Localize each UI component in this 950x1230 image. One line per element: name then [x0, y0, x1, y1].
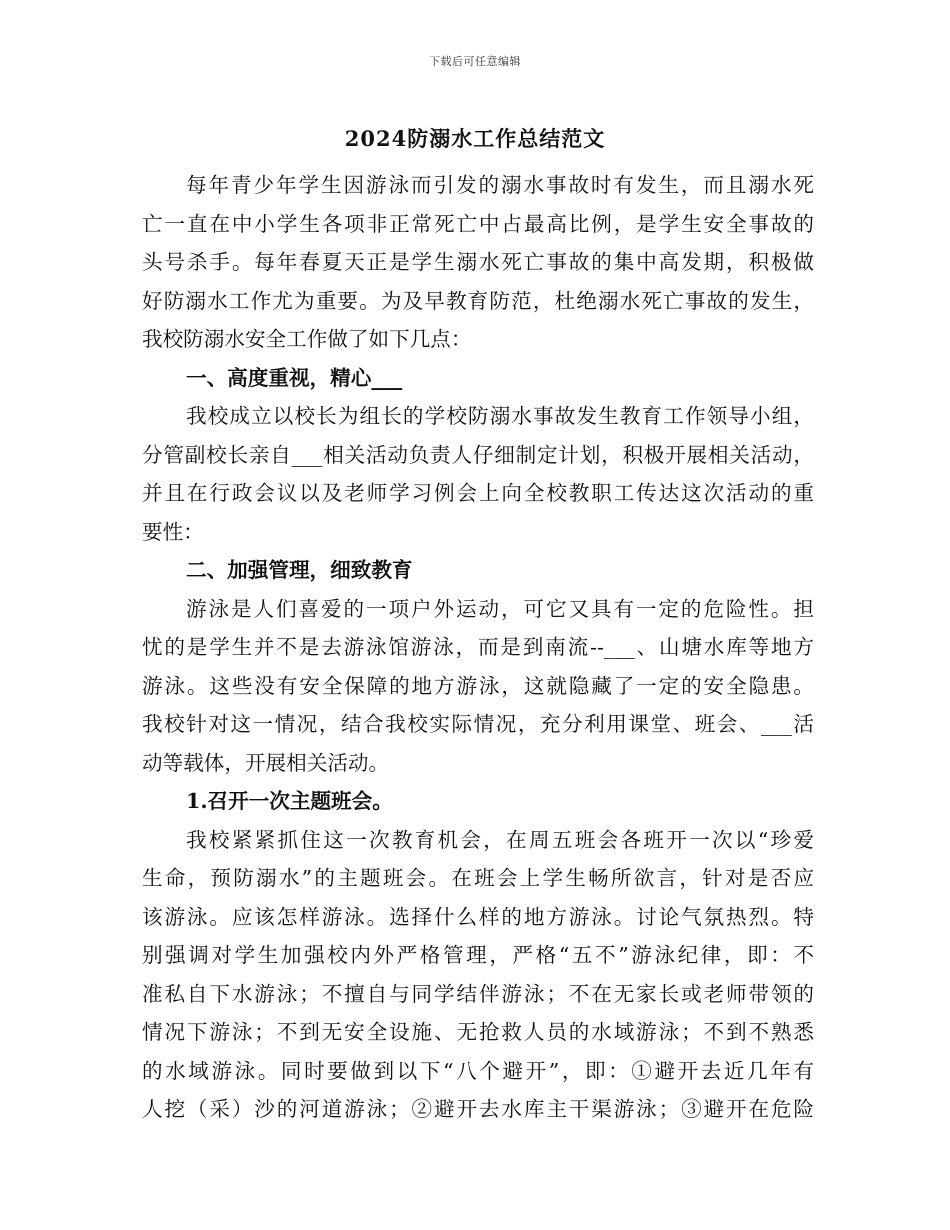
paragraph-line: 人挖（采）沙的河道游泳；②避开去水库主干渠游泳；③避开在危险 — [142, 1097, 814, 1121]
paragraph-line: 情况下游泳；不到无安全设施、无抢救人员的水域游泳；不到不熟悉 — [142, 1020, 814, 1044]
section-heading: 二、加强管理，细致教育 — [186, 558, 413, 582]
paragraph-line: 动等载体，开展相关活动。 — [142, 750, 390, 775]
paragraph-line: 头号杀手。每年春夏天正是学生溺水死亡事故的集中高发期，积极做 — [142, 250, 814, 274]
paragraph-line: 分管副校长亲自___相关活动负责人仔细制定计划，积极开展相关活动， — [142, 442, 814, 467]
paragraph-line: 并且在行政会议以及老师学习例会上向全校教职工传达这次活动的重 — [142, 481, 814, 505]
paragraph-line: 我校防溺水安全工作做了如下几点： — [142, 327, 472, 351]
document-body — [142, 166, 814, 1129]
document-title: 2024防溺水工作总结范文 — [344, 126, 606, 151]
paragraph-line: 要性： — [142, 519, 204, 544]
paragraph-line: 该游泳。应该怎样游泳。选择什么样的地方游泳。讨论气氛热烈。特 — [142, 904, 814, 929]
paragraph-line: 每年青少年学生因游泳而引发的溺水事故时有发生，而且溺水死 — [186, 173, 814, 197]
paragraph-line: 我校紧紧抓住这一次教育机会，在周五班会各班开一次以“珍爱 — [186, 827, 814, 852]
section-heading: 1.召开一次主题班会。 — [186, 789, 393, 813]
paragraph-line: 好防溺水工作尤为重要。为及早教育防范，杜绝溺水死亡事故的发生， — [142, 288, 814, 313]
paragraph-line: 准私自下水游泳；不擅自与同学结伴游泳；不在无家长或老师带领的 — [142, 981, 814, 1006]
paragraph-line: 生命，预防溺水”的主题班会。在班会上学生畅所欲言，针对是否应 — [142, 866, 814, 890]
paragraph-line: 忧的是学生并不是去游泳馆游泳，而是到南流--___、山塘水库等地方 — [142, 635, 814, 659]
page-header-note: 下载后可任意编辑 — [429, 55, 521, 68]
paragraph-line: 我校成立以校长为组长的学校防溺水事故发生教育工作领导小组， — [186, 404, 814, 428]
paragraph-line: 游泳是人们喜爱的一项户外运动，可它又具有一定的危险性。担 — [186, 596, 814, 621]
section-heading: 一、高度重视，精心___ — [186, 365, 403, 390]
paragraph-line: 的水域游泳。同时要做到以下“八个避开”，即：①避开去近几年有 — [142, 1058, 814, 1083]
paragraph-line: 游泳。这些没有安全保障的地方游泳，这就隐藏了一定的安全隐患。 — [142, 673, 814, 698]
paragraph-line: 亡一直在中小学生各项非正常死亡中占最高比例，是学生安全事故的 — [142, 211, 814, 236]
paragraph-line: 别强调对学生加强校内外严格管理，严格“五不”游泳纪律，即：不 — [142, 943, 814, 967]
paragraph-line: 我校针对这一情况，结合我校实际情况，充分利用课堂、班会、___活 — [142, 712, 814, 736]
